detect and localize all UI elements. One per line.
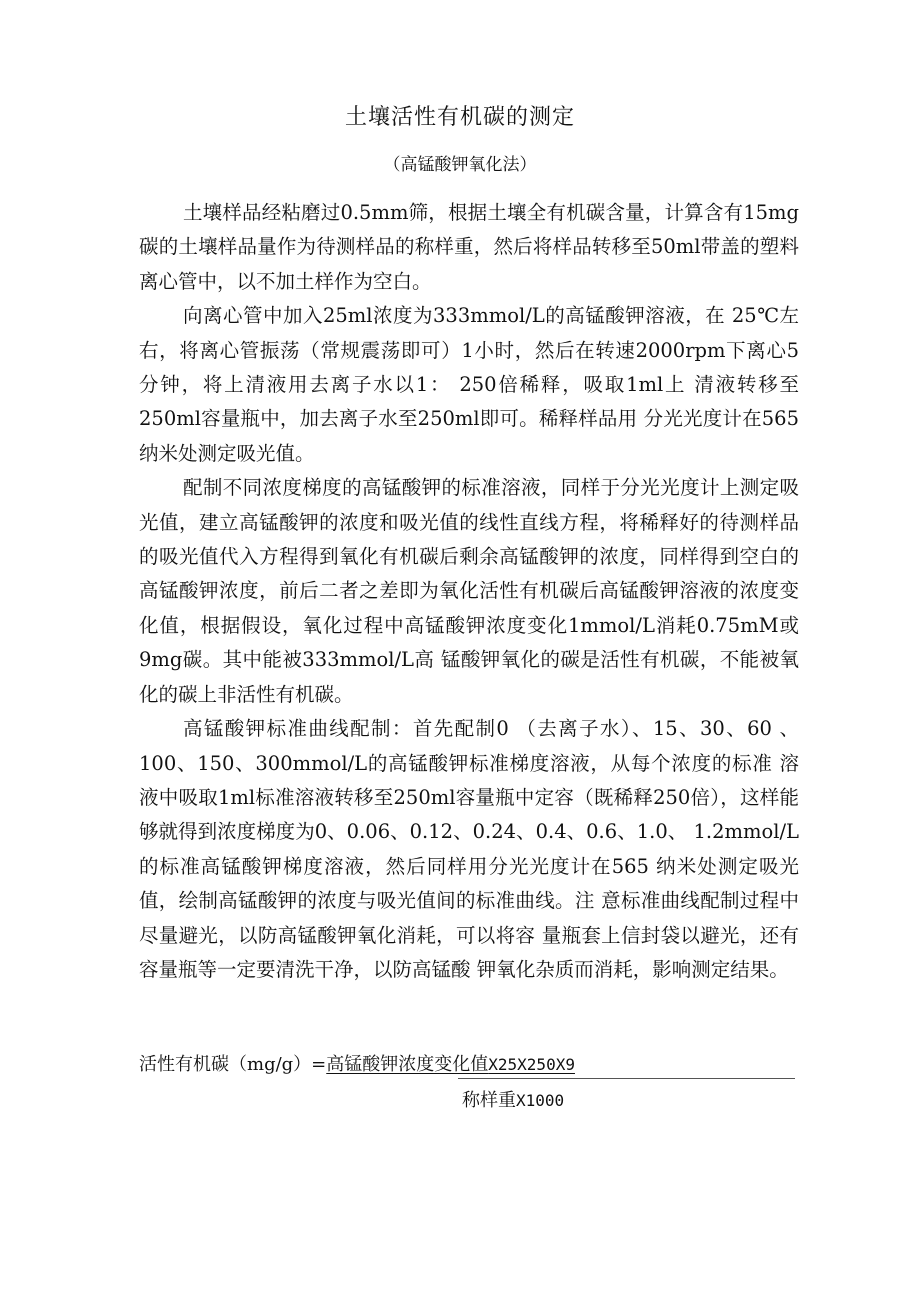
formula-numerator-line	[139, 1050, 575, 1076]
formula-fraction-bar	[458, 1078, 795, 1079]
formula-denominator-factors: X1000	[516, 1091, 565, 1110]
paragraph-calculation-principle: 配制不同浓度梯度的高锰酸钾的标准溶液，同样于分光光度计上测定吸光值，建立高锰酸钾的浓度和吸光值的线性直线方程，将稀释好的待测样品的吸光值代入方程得到氧化有机碳后剩余高锰酸钾的浓度，同样得到空白的高锰酸钾浓度，前后二者之差即为氧化活性有机碳后高锰酸钾溶液的浓度变化值，根据假设，氧化过程中高锰酸钾浓度变化1mmol/L消耗0.75mM或9mg碳。其中能被333mmol/L高 锰酸钾氧化的碳是活性有机碳，不能被氧化的碳上非活性有机碳。	[139, 476, 799, 706]
formula-numerator-text: 高锰酸钾浓度变化值	[326, 1054, 489, 1075]
document-body	[139, 196, 799, 987]
document-subtitle: （高锰酸钾氧化法）	[383, 155, 537, 175]
paragraph-oxidation-procedure: 向离心管中加入25ml浓度为333mmol/L的高锰酸钾溶液，在 25℃左右，将离心管振荡（常规震荡即可）1小时，然后在转速2000rpm下离心5分钟，将上清液用去离子水以1： 250倍稀释，吸取1ml上 清液转移至250ml容量瓶中，加去离子水至250ml即可。稀释样品用 分光光度计在565纳米处测定吸光值。	[139, 304, 799, 465]
paragraph-sample-prep: 土壤样品经粘磨过0.5mm筛，根据土壤全有机碳含量，计算含有15mg碳的土壤样品量作为待测样品的称样重，然后将样品转移至50ml带盖的塑料离心管中，以不加土样作为空白。	[139, 201, 799, 293]
formula-numerator-factors: X25X250X9	[488, 1055, 575, 1074]
document-title: 土壤活性有机碳的测定	[344, 105, 575, 130]
paragraph-standard-curve: 高锰酸钾标准曲线配制：首先配制0 （去离子水）、15、30、60 、 100、150、300mmol/L的高锰酸钾标准梯度溶液，从每个浓度的标准 溶液中吸取1ml标准溶液转移至250ml容量瓶中定容（既稀释250倍），这样能够就得到浓度梯度为0、0.06、0.12、0.24、0.4、0.6、1.0、 1.2mmol/L的标准高锰酸钾梯度溶液，然后同样用分光光度计在565 纳米处测定吸光值，绘制高锰酸钾的浓度与吸光值间的标准曲线。注 意标准曲线配制过程中尽量避光，以防高锰酸钾氧化消耗，可以将容 量瓶套上信封袋以避光，还有容量瓶等一定要清洗干净，以防高锰酸 钾氧化杂质而消耗，影响测定结果。	[139, 717, 799, 981]
formula-numerator	[326, 1054, 575, 1075]
formula-denominator-text: 称样重	[462, 1090, 516, 1111]
formula-lhs: 活性有机碳（mg/g）=	[139, 1054, 327, 1075]
formula-denominator	[462, 1086, 564, 1112]
